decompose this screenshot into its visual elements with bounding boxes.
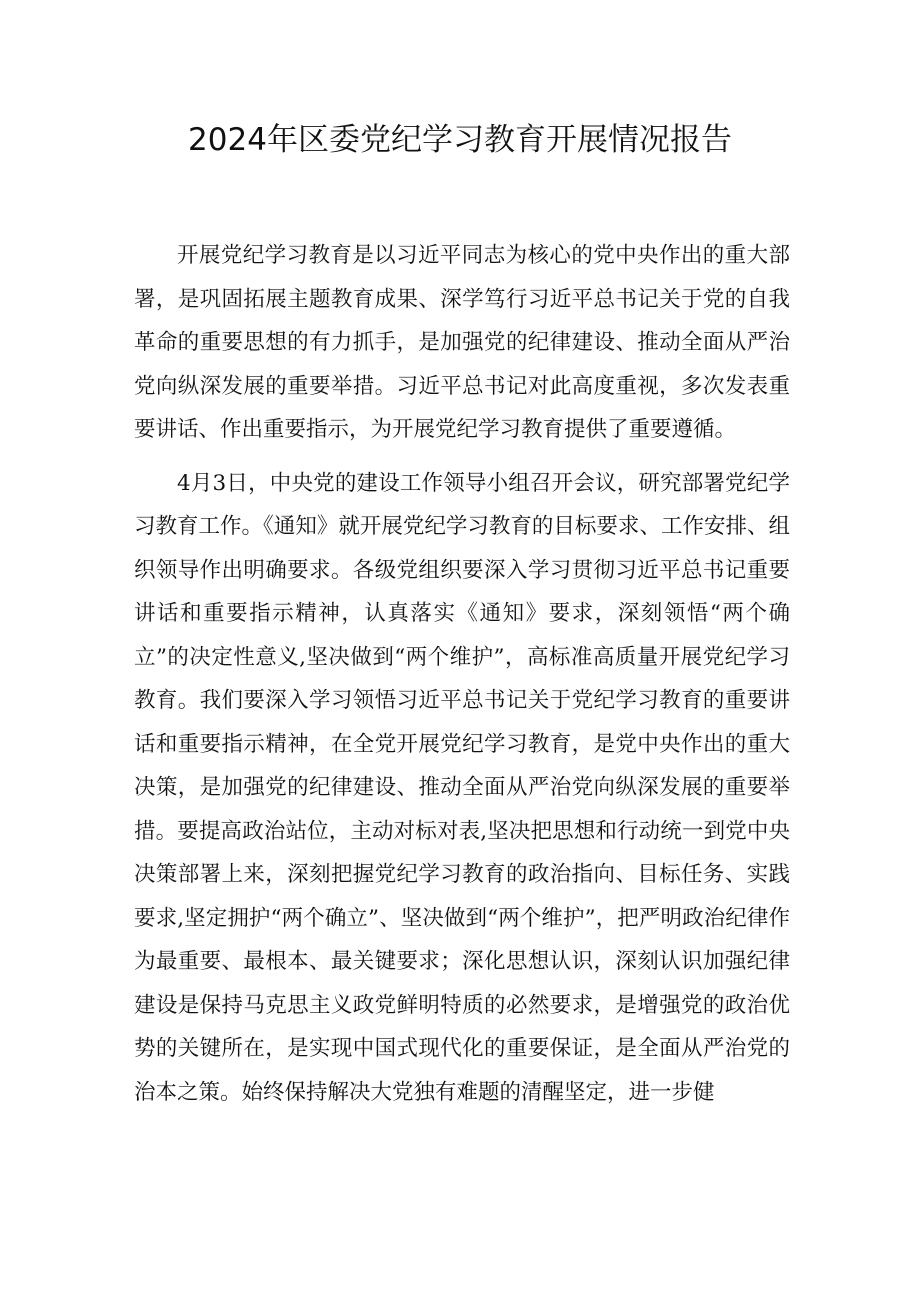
- document-body: [134, 234, 790, 1114]
- paragraph-2: 4月3日，中央党的建设工作领导小组召开会议，研究部署党纪学习教育工作。《通知》就开展党纪学习教育的目标要求、工作安排、组织领导作出明确要求。各级党组织要深入学习贯彻习近平总书记重要讲话和重要指示精神，认真落实《通知》要求，深刻领悟“两个确立”的决定性意义,坚决做到“两个维护”，高标准高质量开展党纪学习教育。我们要深入学习领悟习近平总书记关于党纪学习教育的重要讲话和重要指示精神，在全党开展党纪学习教育，是党中央作出的重大决策，是加强党的纪律建设、推动全面从严治党向纵深发展的重要举措。要提高政治站位，主动对标对表,坚决把思想和行动统一到党中央决策部署上来，深刻把握党纪学习教育的政治指向、目标任务、实践要求,坚定拥护“两个确立”、坚决做到“两个维护”，把严明政治纪律作为最重要、最根本、最关键要求；深化思想认识，深刻认识加强纪律建设是保持马克思主义政党鲜明特质的必然要求，是增强党的政治优势的关键所在，是实现中国式现代化的重要保证，是全面从严治党的治本之策。始终保持解决大党独有难题的清醒坚定，进一步健: [134, 470, 790, 1105]
- paragraph-1: 开展党纪学习教育是以习近平同志为核心的党中央作出的重大部署，是巩固拓展主题教育成果、深学笃行习近平总书记关于党的自我革命的重要思想的有力抓手，是加强党的纪律建设、推动全面从严治党向纵深发展的重要举措。习近平总书记对此高度重视，多次发表重要讲话、作出重要指示，为开展党纪学习教育提供了重要遵循。: [134, 243, 790, 442]
- document-title: 2024年区委党纪学习教育开展情况报告: [188, 122, 732, 158]
